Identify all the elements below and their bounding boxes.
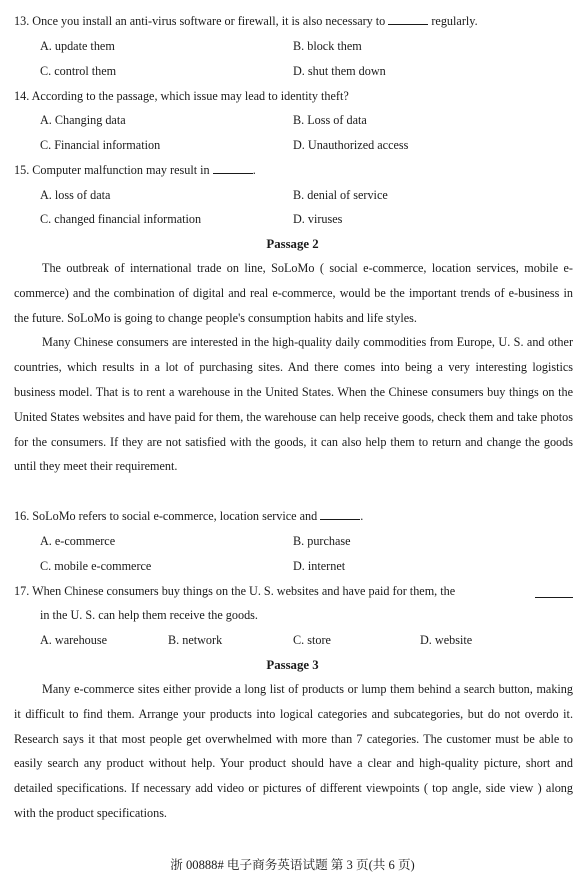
option-a: A. e-commerce	[40, 534, 116, 548]
option-c: C. store	[293, 633, 331, 647]
page-footer: 浙 00888# 电子商务英语试题 第 3 页(共 6 页)	[170, 858, 415, 872]
answer-blank	[388, 13, 428, 25]
question-text: Computer malfunction may result in	[32, 163, 210, 177]
option-d: D. shut them down	[293, 64, 386, 78]
question-text: Once you install an anti-virus software or firewall, it is also necessary to	[32, 14, 386, 28]
option-d: D. viruses	[293, 212, 343, 226]
question-number: 13.	[14, 14, 30, 28]
question-text: When Chinese consumers buy things on the U. S. websites and have paid for them, the	[32, 584, 456, 598]
option-b: B. purchase	[293, 534, 351, 548]
question-15	[14, 162, 256, 178]
question-text-end: .	[252, 163, 256, 177]
option-a: A. update them	[40, 39, 115, 53]
question-number: 15.	[14, 163, 30, 177]
paragraph: Many Chinese consumers are interested in the high-quality daily commodities from Europe, U. S. and other countries, which results in a lot of purchasing sites. And there comes into being a very interesting logistics business model. That is to rent a warehouse in the United States. When the Chinese consumers buy things on the United States websites and have paid for them, the warehouse can help receive goods, check them and take photos for the consumers. If they are not satisfied with the goods, it can also help them to return and change the goods until they meet their requirement.	[14, 335, 573, 474]
passage-2-body	[14, 256, 573, 479]
question-number: 16.	[14, 509, 30, 523]
option-b: B. network	[168, 633, 223, 647]
option-c: C. control them	[40, 64, 117, 78]
option-a: A. Changing data	[40, 113, 126, 127]
passage-3-heading: Passage 3	[266, 658, 319, 672]
question-number: 14.	[14, 89, 30, 103]
question-17	[14, 583, 573, 599]
option-b: B. denial of service	[293, 188, 388, 202]
question-13	[14, 13, 478, 29]
question-14	[14, 88, 349, 104]
question-text: According to the passage, which issue may lead to identity theft?	[31, 89, 349, 103]
question-17-continued: in the U. S. can help them receive the goods.	[40, 608, 258, 622]
question-text-end: .	[360, 509, 364, 523]
option-d: D. website	[420, 633, 473, 647]
question-number: 17.	[14, 584, 30, 598]
question-text-end: regularly.	[431, 14, 478, 28]
passage-3-body	[14, 677, 573, 826]
paragraph: Many e-commerce sites either provide a long list of products or lump them behind a search button, making it difficult to find them. Arrange your products into logical categories and subcategories, but do not overdo it. Research says it that most people get overwhelmed with more than 7 categories. The customer must be able to easily search any product without help. Your product should have a clear and high-quality picture, short and detailed specifications. If necessary add video or pictures of different viewpoints ( top angle, side view ) along with the product specifications.	[14, 682, 573, 820]
option-a: A. loss of data	[40, 188, 111, 202]
answer-blank	[320, 508, 360, 520]
option-b: B. block them	[293, 39, 362, 53]
answer-blank	[535, 586, 573, 598]
answer-blank	[213, 162, 253, 174]
option-a: A. warehouse	[40, 633, 108, 647]
option-c: C. mobile e-commerce	[40, 559, 152, 573]
paragraph: The outbreak of international trade on line, SoLoMo ( social e-commerce, location services, mobile e-commerce) and the combination of digital and real e-commerce, would be the important trends of e-business in the future. SoLoMo is going to change people's consumption habits and life styles.	[14, 261, 573, 325]
option-d: D. Unauthorized access	[293, 138, 409, 152]
question-text: SoLoMo refers to social e-commerce, location service and	[32, 509, 318, 523]
option-d: D. internet	[293, 559, 346, 573]
question-16	[14, 508, 363, 524]
option-c: C. changed financial information	[40, 212, 202, 226]
option-b: B. Loss of data	[293, 113, 367, 127]
passage-2-heading: Passage 2	[266, 237, 319, 251]
option-c: C. Financial information	[40, 138, 161, 152]
